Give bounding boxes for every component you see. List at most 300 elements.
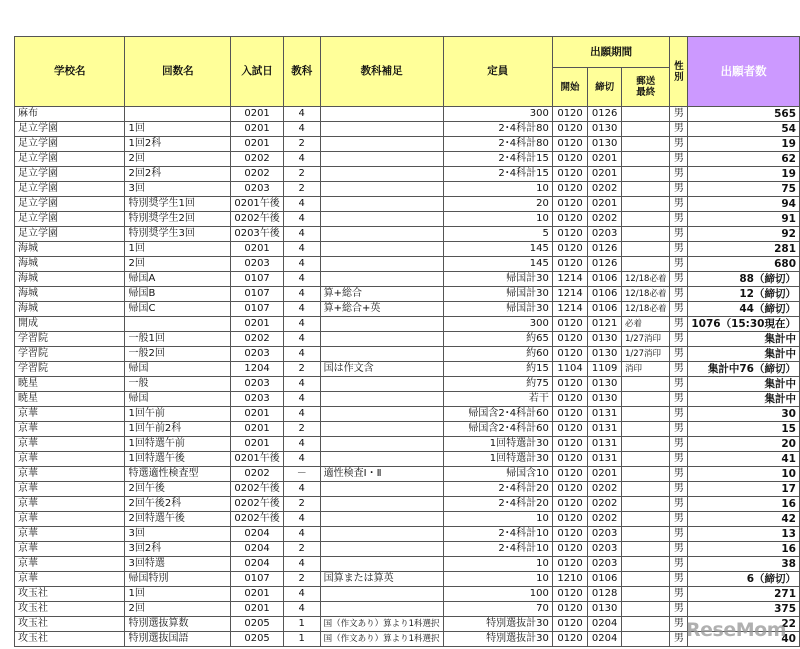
table-row xyxy=(15,497,800,512)
cell-start: 0120 xyxy=(552,557,587,572)
cell-mail-end xyxy=(621,452,670,467)
cell-subject-note xyxy=(320,377,443,392)
cell-school: 足立学園 xyxy=(15,212,125,227)
cell-gender: 男 xyxy=(670,317,688,332)
cell-exam-date: 0107 xyxy=(231,302,283,317)
cell-applicants: 281 xyxy=(688,242,800,257)
cell-exam-date: 0201午後 xyxy=(231,452,283,467)
cell-school: 京華 xyxy=(15,512,125,527)
cell-school: 暁星 xyxy=(15,377,125,392)
cell-gender: 男 xyxy=(670,542,688,557)
cell-capacity: 特別選抜計30 xyxy=(443,632,552,647)
cell-school: 攻玉社 xyxy=(15,632,125,647)
cell-subjects: 2 xyxy=(283,497,320,512)
cell-mail-end xyxy=(621,617,670,632)
cell-exam-date: 1204 xyxy=(231,362,283,377)
cell-start: 0120 xyxy=(552,257,587,272)
cell-start: 0120 xyxy=(552,602,587,617)
cell-school: 京華 xyxy=(15,482,125,497)
cell-gender: 男 xyxy=(670,212,688,227)
cell-capacity: 帰国計30 xyxy=(443,287,552,302)
cell-applicants: 1076（15:30現在） xyxy=(688,317,800,332)
cell-session: 1回特選午前 xyxy=(125,437,231,452)
cell-subject-note: 適性検査Ⅰ・Ⅱ xyxy=(320,467,443,482)
cell-start: 1214 xyxy=(552,272,587,287)
table-row xyxy=(15,617,800,632)
cell-school: 開成 xyxy=(15,317,125,332)
cell-exam-date: 0202午後 xyxy=(231,512,283,527)
cell-applicants: 91 xyxy=(688,212,800,227)
cell-end: 0126 xyxy=(588,257,622,272)
cell-school: 京華 xyxy=(15,527,125,542)
cell-end: 0201 xyxy=(588,167,622,182)
cell-end: 0131 xyxy=(588,422,622,437)
cell-subjects: 2 xyxy=(283,362,320,377)
table-row xyxy=(15,272,800,287)
cell-exam-date: 0202 xyxy=(231,167,283,182)
cell-school: 学習院 xyxy=(15,347,125,362)
cell-subject-note xyxy=(320,167,443,182)
cell-capacity: 10 xyxy=(443,572,552,587)
cell-mail-end: 消印 xyxy=(621,362,670,377)
cell-school: 京華 xyxy=(15,557,125,572)
cell-applicants: 565 xyxy=(688,107,800,122)
header-gender: 性 別 xyxy=(670,37,688,107)
cell-gender: 男 xyxy=(670,497,688,512)
cell-gender: 男 xyxy=(670,557,688,572)
cell-subject-note xyxy=(320,512,443,527)
cell-end: 0131 xyxy=(588,407,622,422)
cell-subject-note xyxy=(320,137,443,152)
cell-gender: 男 xyxy=(670,332,688,347)
table-row xyxy=(15,392,800,407)
cell-gender: 男 xyxy=(670,227,688,242)
cell-exam-date: 0201 xyxy=(231,122,283,137)
cell-start: 0120 xyxy=(552,317,587,332)
cell-subjects: 4 xyxy=(283,302,320,317)
cell-capacity: 帰国含10 xyxy=(443,467,552,482)
cell-school: 足立学園 xyxy=(15,227,125,242)
header-school: 学校名 xyxy=(15,37,125,107)
cell-capacity: 帰国計30 xyxy=(443,302,552,317)
cell-end: 0204 xyxy=(588,632,622,647)
cell-session: 帰国A xyxy=(125,272,231,287)
cell-gender: 男 xyxy=(670,122,688,137)
cell-end: 0130 xyxy=(588,377,622,392)
cell-session: 帰国 xyxy=(125,362,231,377)
cell-gender: 男 xyxy=(670,362,688,377)
cell-start: 0120 xyxy=(552,512,587,527)
cell-end: 0131 xyxy=(588,452,622,467)
cell-mail-end xyxy=(621,137,670,152)
cell-start: 0120 xyxy=(552,482,587,497)
cell-start: 0120 xyxy=(552,632,587,647)
cell-applicants: 集計中76（締切） xyxy=(688,362,800,377)
cell-session: 特選適性検査型 xyxy=(125,467,231,482)
cell-gender: 男 xyxy=(670,392,688,407)
cell-session: 特別選抜国語 xyxy=(125,632,231,647)
resemom-watermark: ReseMom xyxy=(686,619,786,641)
cell-school: 海城 xyxy=(15,272,125,287)
cell-subjects: 4 xyxy=(283,347,320,362)
cell-capacity: 2･4科計80 xyxy=(443,137,552,152)
cell-start: 0120 xyxy=(552,497,587,512)
cell-mail-end xyxy=(621,602,670,617)
cell-exam-date: 0202午後 xyxy=(231,482,283,497)
cell-applicants: 19 xyxy=(688,137,800,152)
cell-subject-note xyxy=(320,107,443,122)
cell-subject-note: 国（作文あり）算より1科選択 xyxy=(320,617,443,632)
cell-exam-date: 0107 xyxy=(231,287,283,302)
cell-applicants: 75 xyxy=(688,182,800,197)
cell-subject-note xyxy=(320,587,443,602)
cell-gender: 男 xyxy=(670,107,688,122)
cell-applicants: 17 xyxy=(688,482,800,497)
cell-mail-end xyxy=(621,467,670,482)
cell-end: 0201 xyxy=(588,152,622,167)
cell-subjects: 4 xyxy=(283,557,320,572)
cell-session: 3回2科 xyxy=(125,542,231,557)
cell-mail-end xyxy=(621,512,670,527)
cell-gender: 男 xyxy=(670,407,688,422)
cell-start: 0120 xyxy=(552,422,587,437)
cell-school: 学習院 xyxy=(15,332,125,347)
cell-end: 0203 xyxy=(588,527,622,542)
cell-start: 0120 xyxy=(552,152,587,167)
cell-end: 0202 xyxy=(588,212,622,227)
cell-capacity: 2･4科計10 xyxy=(443,542,552,557)
cell-exam-date: 0201 xyxy=(231,422,283,437)
cell-capacity: 1回特選計30 xyxy=(443,437,552,452)
table-row xyxy=(15,482,800,497)
cell-mail-end xyxy=(621,212,670,227)
table-row xyxy=(15,512,800,527)
cell-subjects: 2 xyxy=(283,182,320,197)
cell-capacity: 約65 xyxy=(443,332,552,347)
cell-end: 0130 xyxy=(588,332,622,347)
cell-end: 0130 xyxy=(588,122,622,137)
cell-applicants: 15 xyxy=(688,422,800,437)
cell-subject-note: 算+総合 xyxy=(320,287,443,302)
cell-session: 一般1回 xyxy=(125,332,231,347)
cell-start: 0120 xyxy=(552,527,587,542)
cell-start: 0120 xyxy=(552,212,587,227)
cell-school: 京華 xyxy=(15,467,125,482)
cell-session: 2回 xyxy=(125,257,231,272)
cell-exam-date: 0204 xyxy=(231,542,283,557)
cell-subject-note xyxy=(320,557,443,572)
cell-mail-end xyxy=(621,227,670,242)
cell-end: 0130 xyxy=(588,137,622,152)
cell-session: 1回 xyxy=(125,242,231,257)
cell-end: 0202 xyxy=(588,497,622,512)
table-row xyxy=(15,602,800,617)
header-applicants: 出願者数 xyxy=(688,37,800,107)
cell-mail-end xyxy=(621,422,670,437)
cell-end: 0203 xyxy=(588,227,622,242)
cell-subjects: 4 xyxy=(283,212,320,227)
cell-school: 攻玉社 xyxy=(15,617,125,632)
cell-capacity: 2･4科計15 xyxy=(443,152,552,167)
cell-session: 1回2科 xyxy=(125,137,231,152)
cell-subjects: 4 xyxy=(283,332,320,347)
cell-exam-date: 0107 xyxy=(231,272,283,287)
table-row xyxy=(15,572,800,587)
cell-school: 足立学園 xyxy=(15,197,125,212)
table-row xyxy=(15,167,800,182)
cell-gender: 男 xyxy=(670,632,688,647)
cell-mail-end xyxy=(621,107,670,122)
cell-start: 0120 xyxy=(552,437,587,452)
cell-mail-end xyxy=(621,242,670,257)
cell-applicants: 12（締切） xyxy=(688,287,800,302)
cell-start: 0120 xyxy=(552,347,587,362)
cell-mail-end xyxy=(621,497,670,512)
cell-school: 足立学園 xyxy=(15,167,125,182)
exam-application-table xyxy=(14,36,800,647)
cell-subjects: 2 xyxy=(283,137,320,152)
cell-session: 特別奨学生2回 xyxy=(125,212,231,227)
cell-capacity: 2･4科計20 xyxy=(443,482,552,497)
cell-subjects: 4 xyxy=(283,122,320,137)
cell-subject-note xyxy=(320,227,443,242)
cell-subject-note xyxy=(320,152,443,167)
cell-mail-end xyxy=(621,152,670,167)
cell-capacity: 10 xyxy=(443,512,552,527)
header-end: 締切 xyxy=(588,68,622,107)
cell-gender: 男 xyxy=(670,527,688,542)
cell-start: 0120 xyxy=(552,122,587,137)
cell-exam-date: 0201 xyxy=(231,587,283,602)
table-row xyxy=(15,467,800,482)
cell-subjects: 4 xyxy=(283,407,320,422)
cell-applicants: 10 xyxy=(688,467,800,482)
cell-session: 特別奨学生1回 xyxy=(125,197,231,212)
table-row xyxy=(15,257,800,272)
table-body xyxy=(15,107,800,647)
cell-mail-end xyxy=(621,182,670,197)
cell-applicants: 41 xyxy=(688,452,800,467)
table-row xyxy=(15,137,800,152)
cell-subjects: 4 xyxy=(283,527,320,542)
cell-mail-end xyxy=(621,632,670,647)
cell-subject-note xyxy=(320,197,443,212)
cell-school: 海城 xyxy=(15,302,125,317)
cell-school: 海城 xyxy=(15,242,125,257)
cell-exam-date: 0205 xyxy=(231,632,283,647)
cell-mail-end: 12/18必着 xyxy=(621,302,670,317)
cell-start: 0120 xyxy=(552,332,587,347)
cell-end: 0201 xyxy=(588,197,622,212)
cell-capacity: 10 xyxy=(443,182,552,197)
cell-session: 1回午前 xyxy=(125,407,231,422)
cell-exam-date: 0107 xyxy=(231,572,283,587)
cell-subject-note xyxy=(320,422,443,437)
cell-applicants: 6（締切） xyxy=(688,572,800,587)
cell-exam-date: 0203 xyxy=(231,257,283,272)
cell-subject-note xyxy=(320,527,443,542)
cell-applicants: 集計中 xyxy=(688,377,800,392)
cell-subjects: － xyxy=(283,467,320,482)
cell-mail-end xyxy=(621,392,670,407)
cell-gender: 男 xyxy=(670,572,688,587)
cell-gender: 男 xyxy=(670,467,688,482)
cell-session: 2回 xyxy=(125,602,231,617)
cell-mail-end xyxy=(621,557,670,572)
table-row xyxy=(15,542,800,557)
cell-school: 攻玉社 xyxy=(15,587,125,602)
cell-gender: 男 xyxy=(670,182,688,197)
cell-mail-end: 1/27消印 xyxy=(621,347,670,362)
cell-applicants: 62 xyxy=(688,152,800,167)
cell-subject-note xyxy=(320,437,443,452)
cell-mail-end xyxy=(621,407,670,422)
table-row xyxy=(15,302,800,317)
cell-school: 足立学園 xyxy=(15,152,125,167)
cell-session: 帰国 xyxy=(125,392,231,407)
cell-subjects: 4 xyxy=(283,317,320,332)
table-row xyxy=(15,407,800,422)
cell-end: 0202 xyxy=(588,182,622,197)
cell-mail-end xyxy=(621,572,670,587)
cell-end: 0130 xyxy=(588,392,622,407)
cell-session: 3回 xyxy=(125,182,231,197)
cell-subject-note xyxy=(320,242,443,257)
cell-gender: 男 xyxy=(670,257,688,272)
cell-capacity: 300 xyxy=(443,317,552,332)
cell-session: 3回 xyxy=(125,527,231,542)
cell-end: 0106 xyxy=(588,287,622,302)
cell-subjects: 4 xyxy=(283,437,320,452)
cell-exam-date: 0202 xyxy=(231,152,283,167)
table-row xyxy=(15,227,800,242)
cell-applicants: 271 xyxy=(688,587,800,602)
cell-start: 1104 xyxy=(552,362,587,377)
cell-subject-note xyxy=(320,212,443,227)
cell-subjects: 4 xyxy=(283,587,320,602)
cell-school: 攻玉社 xyxy=(15,602,125,617)
cell-school: 海城 xyxy=(15,257,125,272)
cell-exam-date: 0202午後 xyxy=(231,497,283,512)
cell-school: 学習院 xyxy=(15,362,125,377)
cell-gender: 男 xyxy=(670,482,688,497)
cell-mail-end xyxy=(621,257,670,272)
cell-subject-note xyxy=(320,452,443,467)
cell-subjects: 2 xyxy=(283,422,320,437)
cell-subjects: 1 xyxy=(283,617,320,632)
cell-end: 0203 xyxy=(588,542,622,557)
cell-session: 1回 xyxy=(125,587,231,602)
cell-end: 0121 xyxy=(588,317,622,332)
header-start: 開始 xyxy=(552,68,587,107)
cell-mail-end: 1/27消印 xyxy=(621,332,670,347)
cell-capacity: 帰国含2･4科計60 xyxy=(443,422,552,437)
cell-session xyxy=(125,317,231,332)
cell-exam-date: 0201午後 xyxy=(231,197,283,212)
cell-subjects: 4 xyxy=(283,242,320,257)
cell-applicants: 44（締切） xyxy=(688,302,800,317)
cell-capacity: 300 xyxy=(443,107,552,122)
cell-start: 0120 xyxy=(552,617,587,632)
cell-start: 0120 xyxy=(552,197,587,212)
cell-exam-date: 0203 xyxy=(231,377,283,392)
cell-subjects: 4 xyxy=(283,602,320,617)
cell-exam-date: 0201 xyxy=(231,137,283,152)
cell-capacity: 約15 xyxy=(443,362,552,377)
cell-applicants: 40 xyxy=(688,632,800,647)
cell-gender: 男 xyxy=(670,137,688,152)
cell-applicants: 88（締切） xyxy=(688,272,800,287)
cell-exam-date: 0204 xyxy=(231,557,283,572)
header-capacity: 定員 xyxy=(443,37,552,107)
table-row xyxy=(15,632,800,647)
cell-subjects: 4 xyxy=(283,392,320,407)
cell-applicants: 16 xyxy=(688,497,800,512)
cell-capacity: 145 xyxy=(443,242,552,257)
cell-session: 一般2回 xyxy=(125,347,231,362)
cell-subjects: 4 xyxy=(283,452,320,467)
cell-gender: 男 xyxy=(670,272,688,287)
cell-school: 京華 xyxy=(15,407,125,422)
cell-capacity: 2･4科計10 xyxy=(443,527,552,542)
cell-capacity: 10 xyxy=(443,557,552,572)
table-row xyxy=(15,122,800,137)
cell-mail-end xyxy=(621,377,670,392)
cell-exam-date: 0203午後 xyxy=(231,227,283,242)
table-row xyxy=(15,452,800,467)
cell-subjects: 4 xyxy=(283,482,320,497)
cell-session: 一般 xyxy=(125,377,231,392)
cell-school: 足立学園 xyxy=(15,137,125,152)
cell-start: 0120 xyxy=(552,167,587,182)
cell-end: 0204 xyxy=(588,617,622,632)
table-row xyxy=(15,197,800,212)
cell-session: 2回2科 xyxy=(125,167,231,182)
cell-gender: 男 xyxy=(670,602,688,617)
cell-gender: 男 xyxy=(670,152,688,167)
cell-start: 1214 xyxy=(552,287,587,302)
cell-mail-end: 12/18必着 xyxy=(621,272,670,287)
cell-session: 1回特選午後 xyxy=(125,452,231,467)
cell-capacity: 特別選抜計30 xyxy=(443,617,552,632)
cell-school: 京華 xyxy=(15,572,125,587)
cell-gender: 男 xyxy=(670,347,688,362)
table-row xyxy=(15,347,800,362)
cell-capacity: 帰国含2･4科計60 xyxy=(443,407,552,422)
cell-subjects: 2 xyxy=(283,542,320,557)
cell-applicants: 集計中 xyxy=(688,392,800,407)
cell-end: 0130 xyxy=(588,347,622,362)
cell-capacity: 2･4科計20 xyxy=(443,497,552,512)
cell-end: 0203 xyxy=(588,557,622,572)
cell-applicants: 20 xyxy=(688,437,800,452)
cell-mail-end: 12/18必着 xyxy=(621,287,670,302)
cell-start: 1210 xyxy=(552,572,587,587)
cell-mail-end xyxy=(621,527,670,542)
cell-school: 京華 xyxy=(15,542,125,557)
cell-subject-note xyxy=(320,542,443,557)
table-row xyxy=(15,317,800,332)
cell-gender: 男 xyxy=(670,452,688,467)
cell-subjects: 2 xyxy=(283,167,320,182)
cell-capacity: 145 xyxy=(443,257,552,272)
cell-start: 0120 xyxy=(552,107,587,122)
table-row xyxy=(15,287,800,302)
cell-gender: 男 xyxy=(670,242,688,257)
cell-subjects: 4 xyxy=(283,257,320,272)
cell-start: 0120 xyxy=(552,137,587,152)
cell-mail-end xyxy=(621,437,670,452)
